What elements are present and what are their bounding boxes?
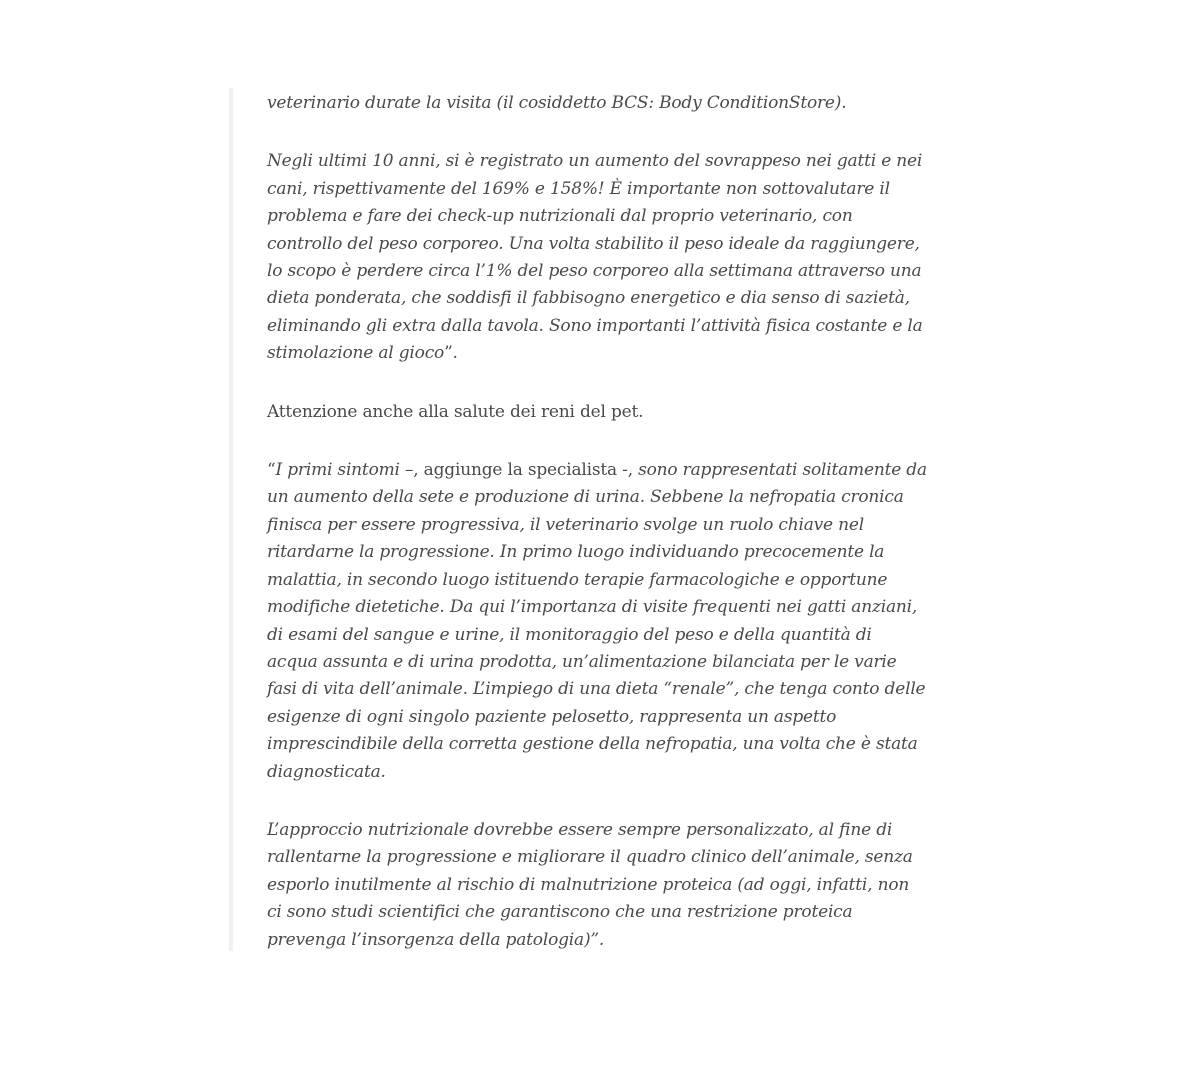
paragraph-overweight-text: Negli ultimi 10 anni, si è registrato un aumento del sovrappeso nei gatti e nei cani, rispettivamente del 169% e 158%! È importante non sottovalutare il problema e fare dei check-up nutrizionali dal proprio veterinario, con controllo del peso corporeo. Una volta stabilito il peso ideale da raggiungere, lo scopo è perdere circa l’1% del peso corporeo alla settimana attraverso una dieta ponderata, che soddisfi il fabbisogno energetico e dia senso di sazietà, eliminando gli extra dalla tavola. Sono importanti l’attività fisica costante e la stimolazione al gioco	[267, 151, 923, 364]
article-body	[267, 90, 927, 985]
closing-quote: ”.	[444, 343, 458, 364]
paragraph-bcs: veterinario durate la visita (il cosiddetto BCS: Body ConditionStore).	[267, 93, 847, 113]
paragraph-quote	[267, 457, 927, 786]
quote-body: sono rappresentati solitamente da un aumento della sete e produzione di urina. Sebbene la nefropatia cronica finisca per essere progressiva, il veterinario svolge un ruolo chiave nel ritardarne la progressione. In primo luogo individuando precocemente la malattia, in secondo luogo istituendo terapie farmacologiche e opportune modifiche dietetiche. Da qui l’importanza di visite frequenti nei gatti anziani, di esami del sangue e urine, il monitoraggio del peso e della quantità di acqua assunta e di urina prodotta, un’alimentazione bilanciata per le varie fasi di vita dell’animale. L’impiego di una dieta “renale”, che tenga conto delle esigenze di ogni singolo paziente pelosetto, rappresenta un aspetto imprescindibile della corretta gestione della nefropatia, una volta che è stata diagnosticata.	[267, 460, 927, 782]
quote-lead: I primi sintomi	[275, 460, 400, 481]
opening-quote: “	[267, 460, 276, 481]
paragraph-nutrition-text: L’approccio nutrizionale dovrebbe essere sempre personalizzato, al fine di rallentarne la progressione e migliorare il quadro clinico dell’animale, senza esporlo inutilmente al rischio di malnutrizione proteica (ad oggi, infatti, non ci sono studi scientifici che garantiscono che una restrizione proteica prevenga l’insorgenza della patologia)	[267, 819, 913, 950]
closing-quote-final: ”.	[590, 929, 605, 950]
paragraph-nutrition	[267, 817, 927, 954]
paragraph-kidneys: Attenzione anche alla salute dei reni del pet.	[267, 401, 644, 422]
quote-attribution: –, aggiunge la specialista -,	[399, 460, 639, 481]
paragraph-overweight	[267, 148, 927, 367]
